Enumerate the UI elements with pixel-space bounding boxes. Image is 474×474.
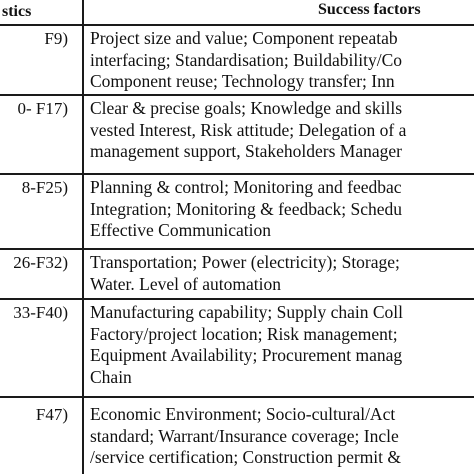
factor-line: Water. Level of automation: [90, 273, 282, 294]
table-row-code: [0, 98, 80, 119]
header-rule: [0, 24, 474, 26]
row-code-label: 26-F32): [13, 253, 68, 272]
row-code-label: F47): [35, 405, 68, 424]
table-row-code: [0, 252, 80, 273]
factor-line: Effective Communication: [90, 220, 271, 241]
table-row-factors: [90, 177, 474, 242]
row-rule: [0, 173, 474, 175]
factor-line: /service certification; Construction permit &: [90, 447, 402, 468]
table-row-code: [0, 28, 80, 49]
table-row-factors: [90, 28, 474, 93]
factor-line: Component reuse; Technology transfer; Inn: [90, 71, 395, 92]
table-row-code: [0, 404, 80, 425]
table-row-factors: [90, 302, 474, 388]
table-row-code: [0, 302, 80, 323]
factor-line: vested Interest, Risk attitude; Delegation of a: [90, 119, 407, 140]
factor-line: Transportation; Power (electricity); Storage;: [90, 252, 400, 272]
header-characteristics: [0, 1, 80, 22]
factor-line: Integration; Monitoring & feedback; Schedu: [90, 198, 403, 219]
factor-line: Project size and value; Component repeatab: [90, 28, 398, 48]
row-code-label: 33-F40): [13, 303, 68, 322]
row-rule: [0, 298, 474, 300]
factor-line: Planning & control; Monitoring and feedbac: [90, 177, 402, 197]
row-rule: [0, 396, 474, 398]
row-code-label: 8-F25): [21, 178, 68, 197]
column-divider: [82, 0, 84, 474]
factor-line: Economic Environment; Socio-cultural/Act: [90, 404, 396, 424]
header-success-factors: Success factors: [318, 1, 421, 18]
factor-line: Equipment Availability; Procurement manag: [90, 345, 403, 366]
factor-line: standard; Warrant/Insurance coverage; Incle: [90, 425, 399, 446]
factor-line: management support, Stakeholders Manager: [90, 141, 402, 162]
factor-line: interfacing; Standardisation; Buildability/Co: [90, 49, 403, 70]
row-code-label: F9): [44, 29, 68, 48]
factor-line: Manufacturing capability; Supply chain Coll: [90, 302, 403, 322]
table-row-factors: [90, 252, 474, 295]
row-rule: [0, 94, 474, 96]
table-row-factors: [90, 404, 474, 469]
header-characteristics-label: stics: [2, 3, 32, 20]
row-code-label: 0- F17): [17, 99, 68, 118]
factor-line: Clear & precise goals; Knowledge and skills: [90, 98, 403, 118]
factor-line: Chain: [90, 366, 132, 387]
row-rule: [0, 248, 474, 250]
table-row-code: [0, 177, 80, 198]
factor-line: Factory/project location; Risk management;: [90, 323, 398, 344]
table-row-factors: [90, 98, 474, 163]
